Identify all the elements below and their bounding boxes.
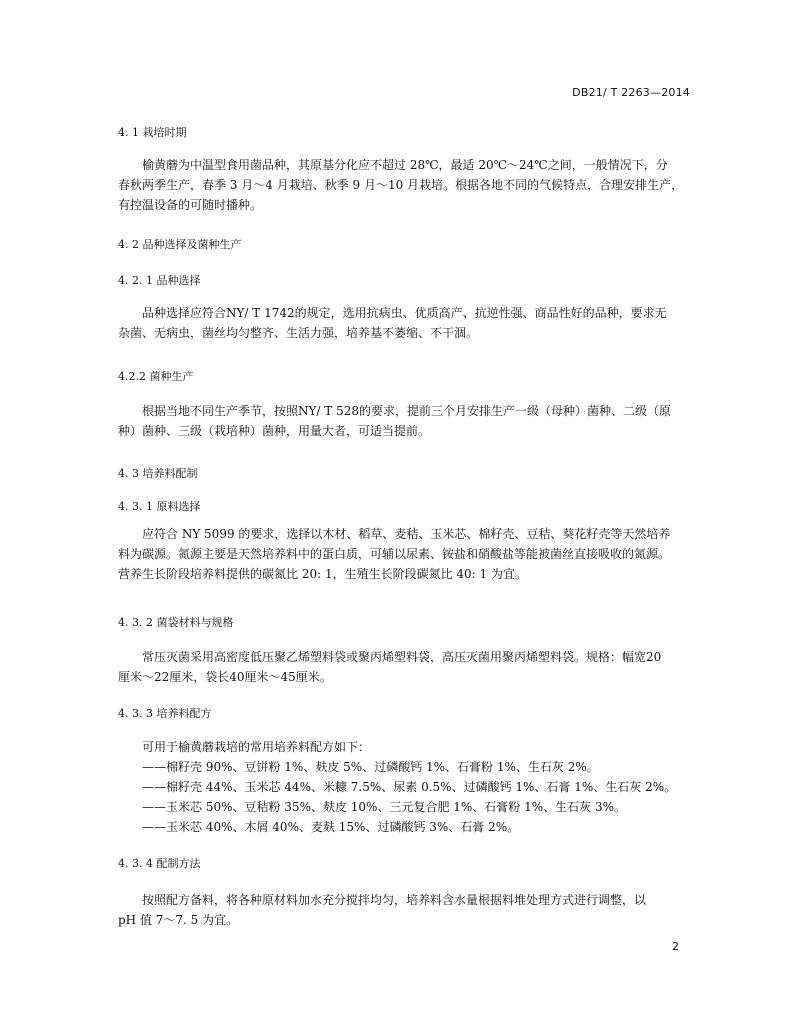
para-line: 按照配方备料，将各种原材料加水充分搅拌均匀，培养料含水量根据料堆处理方式进行调整，以	[142, 893, 647, 907]
heading-4-3-3: 4. 3. 3 培养料配方	[118, 707, 212, 720]
para-line: 种）菌种、三级（栽培种）菌种，用量大者，可适当提前。	[118, 424, 431, 438]
heading-4-3-1: 4. 3. 1 原料选择	[118, 500, 201, 513]
list-item: ——玉米芯 50%、豆秸粉 35%、麸皮 10%、三元复合肥 1%、石膏粉 1%、生石灰 3%。	[142, 800, 627, 814]
heading-4-2-1: 4. 2. 1 品种选择	[118, 274, 201, 287]
list-intro: 可用于榆黄蘑栽培的常用培养料配方如下：	[142, 740, 371, 754]
heading-4-2-2: 4.2.2 菌种生产	[118, 370, 194, 383]
para-line: 杂菌、无病虫，菌丝均匀整齐、生活力强，培养基不萎缩、不干涸。	[118, 326, 479, 340]
heading-4-1: 4. 1 栽培时期	[118, 126, 187, 139]
list-item: ——玉米芯 40%、木屑 40%、麦麸 15%、过磷酸钙 3%、石膏 2%。	[142, 820, 520, 834]
para-line: 常压灭菌采用高密度低压聚乙烯塑料袋或聚丙烯塑料袋，高压灭菌用聚丙烯塑料袋。规格：幅宽20	[142, 650, 662, 664]
para-line: 根据当地不同生产季节，按照NY/ T 528的要求，提前三个月安排生产一级（母种）菌种、二级（原	[142, 404, 672, 418]
page-number: 2	[672, 940, 679, 953]
para-line: pH 值 7～7. 5 为宜。	[118, 913, 239, 927]
para-line: 榆黄蘑为中温型食用菌品种，其原基分化应不超过 28℃，最适 20℃～24℃之间，一般情况下，分	[142, 158, 668, 172]
heading-4-3: 4. 3 培养料配制	[118, 467, 198, 480]
list-item: ——棉籽壳 90%、豆饼粉 1%、麸皮 5%、过磷酸钙 1%、石膏粉 1%、生石灰 2%。	[142, 760, 599, 774]
para-line: 营养生长阶段培养料提供的碳氮比 20: 1，生殖生长阶段碳氮比 40: 1 为宜。	[118, 567, 527, 581]
para-line: 有控温设备的可随时播种。	[118, 198, 263, 212]
para-4-3-2	[118, 647, 690, 687]
formula-list	[142, 737, 676, 837]
para-4-3-1	[118, 524, 690, 584]
heading-4-3-4: 4. 3. 4 配制方法	[118, 857, 201, 870]
para-4-1	[118, 155, 690, 215]
para-4-2-1	[118, 303, 690, 343]
list-item: ——棉籽壳 44%、玉米芯 44%、米糠 7.5%、尿素 0.5%、过磷酸钙 1%、石膏 1%、生石灰 2%。	[142, 780, 677, 794]
para-line: 品种选择应符合NY/ T 1742的规定，选用抗病虫、优质高产、抗逆性强、商品性好的品种，要求无	[142, 306, 667, 320]
heading-4-3-2: 4. 3. 2 菌袋材料与规格	[118, 616, 234, 629]
para-line: 料为碳源。氮源主要是天然培养料中的蛋白质，可辅以尿素、铵盐和硝酸盐等能被菌丝直接吸收的氮源。	[118, 547, 671, 561]
heading-4-2: 4. 2 品种选择及菌种生产	[118, 238, 242, 251]
para-4-2-2	[118, 401, 690, 441]
para-line: 厘米～22厘米，袋长40厘米～45厘米。	[118, 670, 332, 684]
para-line: 春秋两季生产，春季 3 月～4 月栽培、秋季 9 月～10 月栽培。根据各地不同的气候特点，合理安排生产，	[118, 178, 684, 192]
para-4-3-4	[118, 890, 690, 930]
standard-code: DB21/ T 2263—2014	[572, 86, 690, 99]
para-line: 应符合 NY 5099 的要求，选择以木材、稻草、麦秸、玉米芯、棉籽壳、豆秸、葵花籽壳等天然培养	[142, 527, 671, 541]
